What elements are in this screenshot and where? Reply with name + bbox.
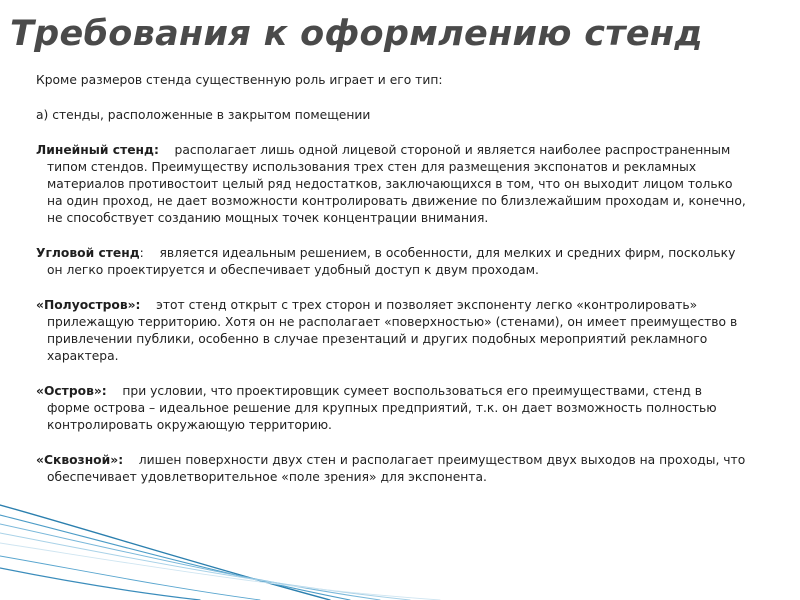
slide-title: Требования к оформлению стенд [10, 14, 703, 54]
stand-type-description: при условии, что проектировщик сумеет воспользоваться его преимуществами, стенд в форме острова – идеальное решение для крупных предприятий, т.к. он дает возможность полностью контролировать окружающую территорию. [47, 384, 717, 432]
stand-type-term: Линейный стенд: [36, 143, 159, 157]
stand-type-description: этот стенд открыт с трех сторон и позволяет экспоненту легко «контролировать» прилежащую территорию. Хотя он не располагает «поверхностью» (стенами), он имеет преимущество в привлечении публики, особенно в случае презентаций и других подобных мероприятий рекламного характера. [47, 298, 738, 363]
intro-text: Кроме размеров стенда существенную роль играет и его тип: [36, 73, 443, 87]
stand-type-description: лишен поверхности двух стен и располагает преимуществом двух выходов на проходы, что обеспечивает удовлетворительное «поле зрения» для экспонента. [47, 453, 746, 484]
stand-type-term: Угловой стенд [36, 246, 140, 260]
subheading-text: а) стенды, расположенные в закрытом помещении [36, 108, 371, 122]
stand-type-separator: : [139, 246, 144, 260]
stand-type-description: является идеальным решением, в особенности, для мелких и средних фирм, поскольку он легко проектируется и обеспечивает удобный доступ к двум проходам. [47, 246, 736, 277]
stand-type-term: «Полуостров»: [36, 298, 141, 312]
stand-type-term: «Сквозной»: [36, 453, 124, 467]
stand-type-description: располагает лишь одной лицевой стороной и является наиболее распространенным типом стендов. Преимуществу использования трех стен для размещения экспонатов и рекламных материалов противостоит целый ряд недостатков, заключающихся в том, что он выходит лицом только на один проход, не дает возможности контролировать движение по близлежайшим проходам и, конечно, не способствует созданию мощных точек концентрации внимания. [47, 143, 746, 225]
stand-type-term: «Остров»: [36, 384, 107, 398]
